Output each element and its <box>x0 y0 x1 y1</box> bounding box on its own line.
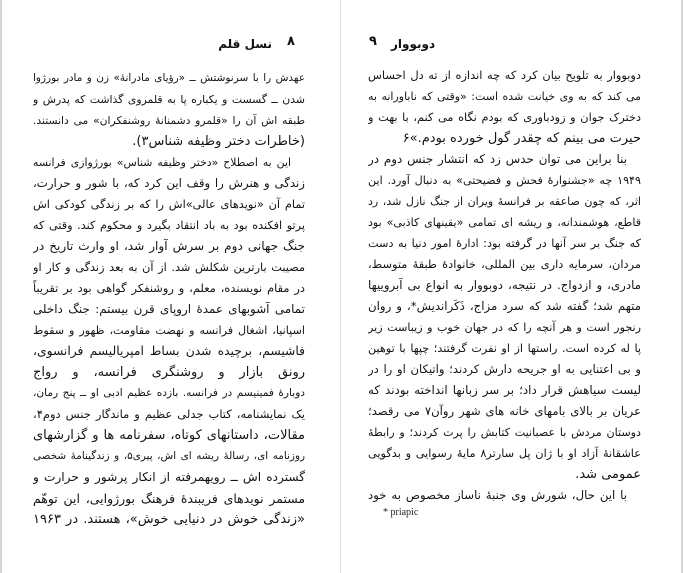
text-line: روزنامه ای، رسالهٔ ریشه ای اش، پیری۵، و زندگینامهٔ شخصی <box>33 450 305 462</box>
text-line: می کند که به وی خیانت شده است: «وقتی که ناباورانه به <box>368 90 641 103</box>
text-line: بنا براین می توان حدس زد که انتشار جنس دوم در <box>368 152 627 166</box>
text-line: دوبارهٔ فمینیسم در فرانسه. بازده عظیم ادبی او ــ پنج رمان، <box>33 387 305 399</box>
left-running-title: نسل قلم <box>218 37 272 51</box>
text-line: قاطع، هوشمندانه، و ریشه ای تمامی «یقینهای کاذبی» بود <box>368 216 641 229</box>
text-line: اثر، که چون صاعقه بر فرانسهٔ ویران از جنگ نازل شد، رد <box>368 195 641 208</box>
right-page-number: ۹ <box>369 34 377 49</box>
text-line: یک نمایشنامه، کتاب جدلی عظیم و ماندگار جنس دوم۴، <box>33 407 305 421</box>
text-line: «زندگی خوش در دنیایی خوش»، هستند. در ۱۹۶۳ <box>33 512 305 527</box>
text-line: دوستان مردش با عصبانیت کتابش را پرت کردند؛ و رابطهٔ <box>368 426 641 439</box>
text-line: پا له کرده است. راستها از او نفرت گرفتند؛ چپها با توهین <box>368 342 641 355</box>
right-running-title: دوبووار <box>391 37 436 51</box>
text-line: در مقام نویسنده، معلم، و روشنفکر گواهی بود بر تقریباً <box>33 281 305 295</box>
text-line: (خاطرات دختر وظیفه شناس۳). <box>132 134 305 149</box>
page-edge-left <box>0 0 2 573</box>
text-line: تمامی آشوبهای عمدهٔ اروپای قرن بیستم: جنگ داخلی <box>33 302 305 316</box>
text-line: این به اصطلاح «دختر وظیفه شناس» بورژوازی فرانسه <box>33 156 291 169</box>
book-gutter <box>340 0 341 573</box>
text-line: تمام آن «نویدهای عالی»اش را که بر زندگی کودکی اش <box>33 198 305 211</box>
right-body-text <box>368 65 641 506</box>
text-line: رنجور است و هر آنچه را که در جهان خوب و زیباست زیر <box>368 321 641 334</box>
text-line: زندگی و هنرش را وقف این کرد که، با شور و حرارت، <box>33 176 305 190</box>
footnote: * priapic <box>383 507 419 518</box>
text-line: اسپانیا، اشغال فرانسه و نهضت مقاومت، ظهور و سقوط <box>33 324 305 337</box>
text-line: جنگ جهانی دوم بر سرش آوار شد، او وارث تاریخ در <box>33 239 305 253</box>
text-line: مادری، و ازدواج. در نتیجه، دوبووار به انواع بی آبروییها <box>368 278 641 292</box>
text-line: مستمر نویدهای فریبندهٔ فرهنگ بورژوایی، این توهّم <box>33 491 305 506</box>
text-line: لیست سیاهش قرار داد؛ بر سر زبانها انداخته بودند که <box>368 383 641 397</box>
text-line: ۱۹۴۹ چه «جشنوارهٔ فحش و فضیحتی» به دنبال آورد. این <box>368 174 641 187</box>
text-line: فاشیسم، برچیده شدن بساط امپریالیسم فرانسوی، <box>33 344 305 358</box>
text-line: شدن ــ گسست و یکباره پا به قلمروی گذاشت که پدرش و <box>33 93 305 106</box>
text-line: که جنگ بر سر آنها در گرفته بود: ادارهٔ امور دنیا به دست <box>368 237 641 250</box>
text-line: طبقه اش آن را «قلمرو دشمنانهٔ روشنفکران» می دانستند. <box>33 114 305 127</box>
text-line: مصیبت بارترین شکلش شد. از آن به بعد زندگی و کار او <box>33 261 305 274</box>
text-line: گسترده اش ــ رویهمرفته از انکار پرشور و حرارت و <box>33 470 305 484</box>
text-line: عاشقانهٔ آزاد او با ژان پل سارتر۸ مایهٔ رسوایی و بدگویی <box>368 447 641 460</box>
text-line: پرتو افکنده بود به باد انتقاد بگیرد و محکوم کند. وقتی که <box>33 219 305 232</box>
text-line: با این حال، شورش وی جنبهٔ ناساز مخصوص به خود <box>368 488 627 502</box>
text-line: عریان بر بالای بامهای خانه های شهر روآن۷ می رقصد؛ <box>368 404 641 418</box>
text-line: دخترک جوان و زودباوری که بودم نگاه می کنم، با بهت و <box>368 110 641 124</box>
text-line: حیرت می بینم که چقدر گول خورده بودم.»۶ <box>402 131 641 146</box>
left-body-text <box>33 68 305 530</box>
text-line: متهم شد؛ گفته شد که سرد مزاج، ذَکَراندیش*، و روان <box>368 299 641 313</box>
text-line: دوبووار به تلویح بیان کرد که چه اندازه از ته دل احساس <box>368 68 641 82</box>
text-line: مقالات، داستانهای کوتاه، سفرنامه ها و گزارشهای <box>33 428 305 443</box>
text-line: و بی اعتنایی به او جریحه دارش کردند؛ واتیکان او را در <box>368 362 641 376</box>
left-page-number: ۸ <box>287 34 295 49</box>
text-line: عمومی شد. <box>575 467 641 482</box>
text-line: مردان، سرمایه داری بین المللی، خانوادهٔ طبقهٔ متوسط، <box>368 257 641 271</box>
text-line: عهدش را با سرنوشتش ــ «رؤیای مادرانهٔ» زن و مادر بورژوا <box>33 72 305 84</box>
text-line: رونق بازار و روشنگری فرانسه، و رواج <box>33 365 305 380</box>
